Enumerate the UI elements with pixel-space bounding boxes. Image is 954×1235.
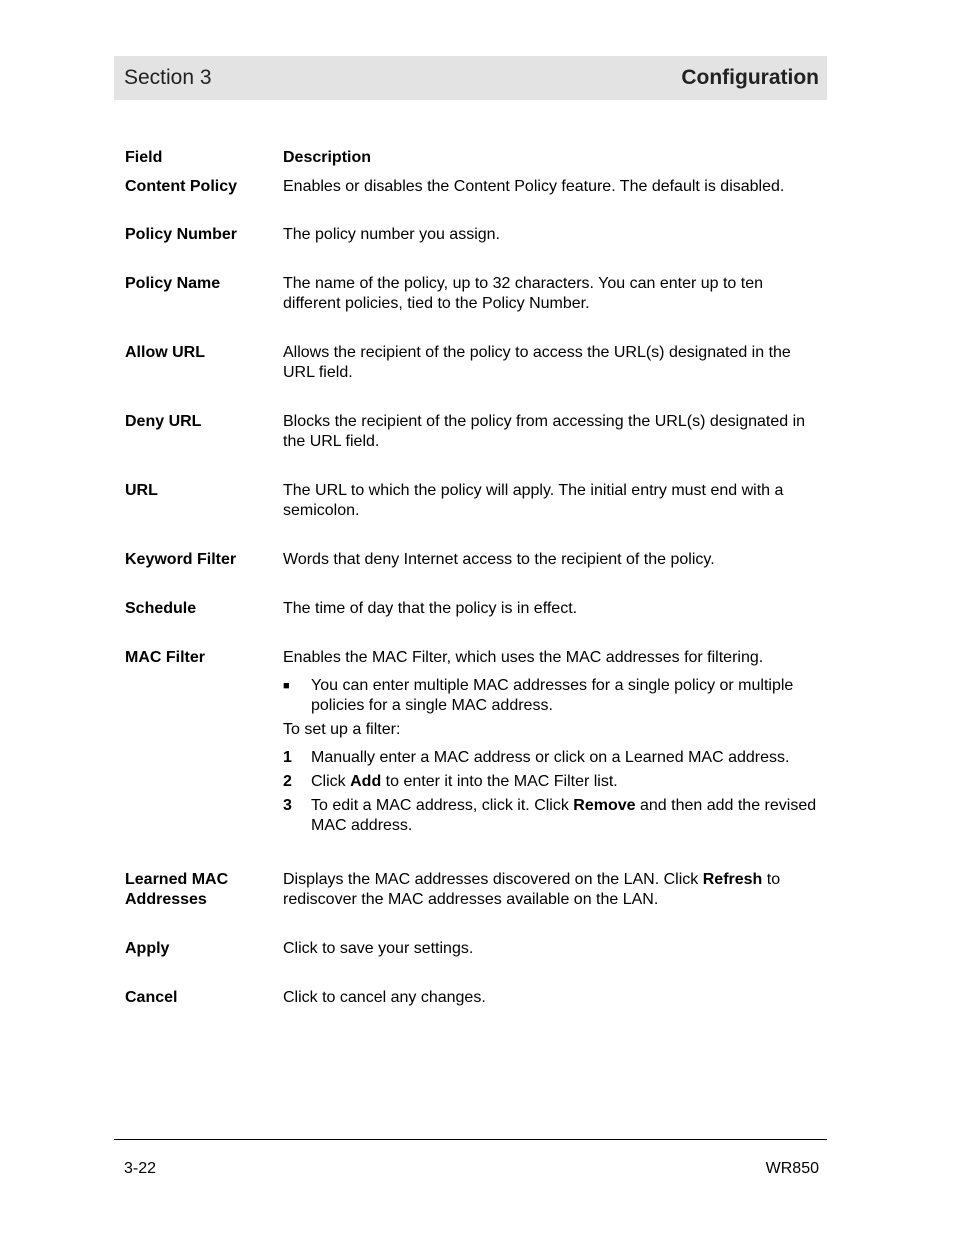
bullet-text: You can enter multiple MAC addresses for a single policy or multiple policies for a single MAC address.: [311, 677, 794, 714]
steps-intro: To set up a filter:: [283, 721, 401, 738]
field-description-table: [125, 148, 825, 1008]
field-description: [283, 648, 823, 836]
page-number: 3-22: [124, 1160, 157, 1177]
field-description: Click to save your settings.: [283, 940, 474, 957]
field-name: [125, 870, 283, 910]
field-name-line: Addresses: [125, 891, 207, 908]
field-description: Enables or disables the Content Policy feature. The default is disabled.: [283, 178, 785, 195]
step-number: 3: [283, 797, 292, 814]
product-name: WR850: [765, 1160, 819, 1177]
step-text-part: Click: [311, 773, 351, 790]
field-description: The policy number you assign.: [283, 226, 500, 243]
field-name: Content Policy: [125, 178, 238, 195]
field-name: URL: [125, 482, 158, 499]
bullet-item: [283, 676, 823, 716]
page-header: [114, 56, 827, 100]
ui-term-remove: Remove: [573, 797, 636, 814]
field-description: The time of day that the policy is in effect.: [283, 600, 578, 617]
column-header-field: Field: [125, 149, 163, 166]
field-name-line: Learned MAC: [125, 871, 229, 888]
step-text: Manually enter a MAC address or click on a Learned MAC address.: [311, 749, 790, 766]
field-description: [283, 870, 823, 910]
table-row: [125, 550, 825, 570]
field-name: MAC Filter: [125, 649, 205, 666]
field-name: Policy Number: [125, 226, 238, 243]
step-text-part: to enter it into the MAC Filter list.: [381, 773, 618, 790]
field-description: Blocks the recipient of the policy from accessing the URL(s) designated in the URL field.: [283, 413, 806, 450]
ui-term-refresh: Refresh: [702, 871, 763, 888]
step-number: 1: [283, 749, 292, 766]
field-description: The URL to which the policy will apply. The initial entry must end with a semicolon.: [283, 482, 784, 519]
mac-filter-summary: Enables the MAC Filter, which uses the MAC addresses for filtering.: [283, 649, 764, 666]
step-text: [311, 772, 618, 792]
table-row: [125, 988, 825, 1008]
step-item: [283, 796, 823, 836]
field-name: Allow URL: [125, 344, 205, 361]
field-description: Click to cancel any changes.: [283, 989, 486, 1006]
chapter-title: Configuration: [681, 66, 819, 89]
step-text-part: and then add the revised MAC address.: [311, 797, 817, 834]
field-name: Deny URL: [125, 413, 202, 430]
table-row: [125, 481, 825, 521]
step-item: [283, 772, 823, 792]
field-name: Keyword Filter: [125, 551, 237, 568]
field-name: Apply: [125, 940, 170, 957]
field-name: Cancel: [125, 989, 178, 1006]
table-row: [125, 870, 825, 910]
step-text: [311, 796, 823, 836]
table-row: [125, 599, 825, 619]
table-header-row: [125, 148, 825, 168]
desc-part: to rediscover the MAC addresses available on the LAN.: [283, 871, 781, 908]
table-row: [125, 939, 825, 959]
table-row: [125, 343, 825, 383]
footer-divider: [114, 1139, 827, 1140]
column-header-description: Description: [283, 149, 372, 166]
table-row: [125, 274, 825, 314]
step-text-part: To edit a MAC address, click it. Click: [311, 797, 574, 814]
table-row-mac-filter: [125, 648, 825, 836]
field-description: Allows the recipient of the policy to access the URL(s) designated in the URL field.: [283, 344, 791, 381]
step-item: [283, 748, 823, 768]
field-name: Schedule: [125, 600, 197, 617]
table-row: [125, 412, 825, 452]
section-label: Section 3: [124, 66, 212, 89]
field-name: Policy Name: [125, 275, 221, 292]
ui-term-add: Add: [350, 773, 382, 790]
desc-part: Displays the MAC addresses discovered on the LAN. Click: [283, 871, 703, 888]
table-row: [125, 225, 825, 245]
field-description: The name of the policy, up to 32 characters. You can enter up to ten different policies, tied to the Policy Number.: [283, 275, 764, 312]
step-number: 2: [283, 773, 292, 790]
table-row: [125, 177, 825, 197]
field-description: Words that deny Internet access to the recipient of the policy.: [283, 551, 715, 568]
square-bullet-icon: ■: [283, 680, 290, 692]
